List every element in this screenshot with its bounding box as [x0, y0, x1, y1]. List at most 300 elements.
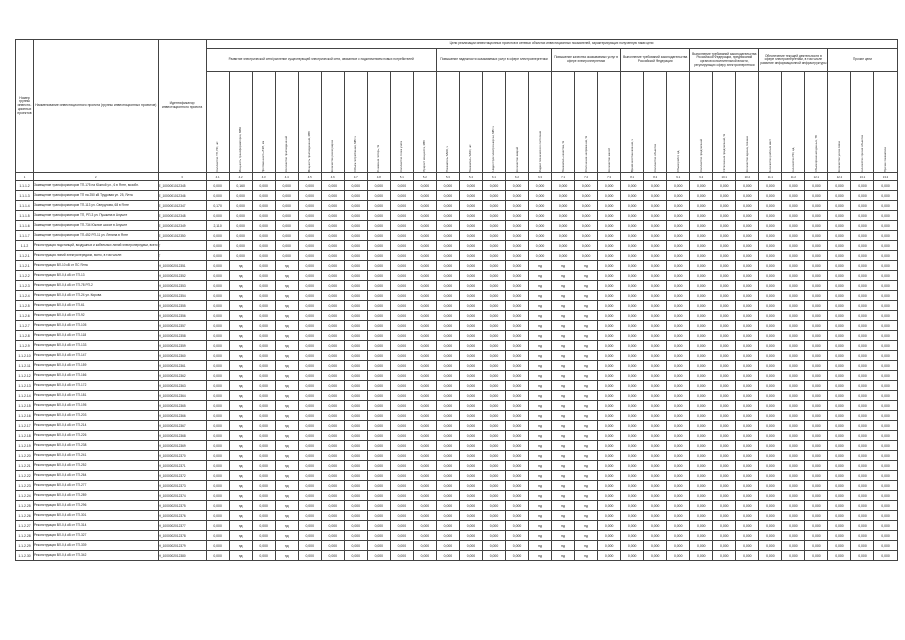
row-value: 0,000 — [298, 551, 321, 561]
row-value: нд — [552, 301, 575, 311]
row-value: 0,000 — [690, 261, 713, 271]
row-value: 0,000 — [413, 411, 436, 421]
row-value: нд — [229, 331, 252, 341]
row-value: 0,000 — [367, 391, 390, 401]
row-value: 0,000 — [828, 541, 851, 551]
row-value: нд — [529, 281, 552, 291]
row-value: 0,000 — [459, 351, 482, 361]
row-value: нд — [275, 371, 298, 381]
row-value: 0,000 — [344, 531, 367, 541]
row-value: 0,000 — [367, 221, 390, 231]
row-value: 0,000 — [805, 411, 828, 421]
row-code: Г — [158, 251, 206, 261]
row-value: 0,000 — [805, 531, 828, 541]
row-number: 1.1.2.16 — [16, 411, 34, 421]
row-value: 0,000 — [874, 291, 897, 301]
row-value: 0,000 — [206, 291, 229, 301]
row-value: 0,000 — [367, 471, 390, 481]
row-value: нд — [529, 271, 552, 281]
row-value: 0,000 — [275, 221, 298, 231]
row-number: 1.1.1.2 — [16, 181, 34, 191]
row-code: Н_1000002012361 — [158, 361, 206, 371]
row-name: Реконструкция ВЛ-0,4 кВ от ТП-264 — [34, 471, 159, 481]
row-value: нд — [529, 441, 552, 451]
row-value: нд — [575, 521, 598, 531]
row-value: нд — [552, 401, 575, 411]
row-value: 0,000 — [298, 511, 321, 521]
row-value: 0,000 — [505, 541, 528, 551]
row-value: 0,000 — [321, 541, 344, 551]
row-value: 0,000 — [436, 381, 459, 391]
table-row — [16, 191, 898, 201]
header-vertical-label — [413, 72, 436, 173]
row-value: нд — [575, 361, 598, 371]
column-number: 6.2 — [505, 173, 528, 181]
row-value: 0,000 — [505, 501, 528, 511]
row-value: 0,000 — [505, 221, 528, 231]
row-value: 0,000 — [482, 371, 505, 381]
row-value: 0,000 — [759, 321, 782, 331]
row-value: 0,000 — [759, 191, 782, 201]
row-value: 0,000 — [482, 491, 505, 501]
header-vertical-text: Индекс технического состояния — [537, 130, 542, 172]
row-value: 0,000 — [759, 401, 782, 411]
row-value: 0,000 — [505, 441, 528, 451]
row-value: 0,000 — [690, 371, 713, 381]
row-value: 0,000 — [713, 251, 736, 261]
row-value: 0,000 — [598, 211, 621, 221]
row-code: Н_1000002012372 — [158, 471, 206, 481]
column-number: 8.2 — [644, 173, 667, 181]
row-value: 0,000 — [782, 391, 805, 401]
row-number: 1.1.1.7 — [16, 231, 34, 241]
row-value: 0,000 — [759, 361, 782, 371]
row-value: нд — [529, 351, 552, 361]
table-row — [16, 491, 898, 501]
row-value: 0,000 — [344, 341, 367, 351]
row-value: 0,000 — [252, 301, 275, 311]
column-number: 5.1 — [390, 173, 413, 181]
row-value: 0,000 — [667, 231, 690, 241]
row-value: нд — [552, 271, 575, 281]
row-value: 0,000 — [367, 211, 390, 221]
row-value: 0,000 — [644, 501, 667, 511]
row-value: 0,000 — [805, 271, 828, 281]
row-value: 0,000 — [206, 431, 229, 441]
row-value: нд — [575, 441, 598, 451]
row-number: 1.1.2.11 — [16, 361, 34, 371]
row-value: 0,000 — [390, 211, 413, 221]
row-value: 0,000 — [759, 331, 782, 341]
row-value: 0,000 — [736, 271, 759, 281]
row-value: 0,000 — [344, 441, 367, 451]
row-value: 0,000 — [367, 181, 390, 191]
row-value: 0,000 — [321, 201, 344, 211]
table-row — [16, 321, 898, 331]
row-value: 0,000 — [736, 501, 759, 511]
row-name: Реконструкция ВЛ-0,4 кВ от ТП-92 — [34, 311, 159, 321]
row-value: 0,000 — [344, 321, 367, 331]
header-top-banner: Цели реализации инвестиционных проектов в сетевых объектах инвестиционных показателей, характеризующих полученную нами цели — [206, 40, 897, 49]
header-group-5: Обеспечение текущей деятельности в сфере электроэнергетики, в том числе развитие информационной инфраструктуры — [759, 49, 828, 72]
row-value: 0,000 — [805, 241, 828, 251]
header-vertical-text: Количество рабочих мест — [767, 138, 772, 172]
row-value: 0,000 — [321, 401, 344, 411]
row-value: 0,000 — [252, 281, 275, 291]
row-value: нд — [229, 531, 252, 541]
row-value: 0,000 — [575, 181, 598, 191]
row-value: 0,000 — [874, 491, 897, 501]
row-value: 0,000 — [736, 481, 759, 491]
row-value: 0,000 — [851, 251, 874, 261]
row-number: 1.1.2.25 — [16, 501, 34, 511]
row-value: 0,000 — [367, 511, 390, 521]
row-value: 0,000 — [805, 291, 828, 301]
row-value: 0,000 — [505, 551, 528, 561]
row-code: Н_1000002012370 — [158, 451, 206, 461]
row-value: 0,000 — [828, 421, 851, 431]
row-value: 0,000 — [621, 241, 644, 251]
row-value: 0,000 — [805, 451, 828, 461]
row-value: 0,000 — [505, 351, 528, 361]
row-value: 0,000 — [713, 391, 736, 401]
header-vertical-text: Показатель SAIDI, ч — [445, 145, 450, 172]
row-value: 0,000 — [598, 551, 621, 561]
row-value: 0,000 — [598, 451, 621, 461]
row-value: 0,000 — [482, 431, 505, 441]
row-value: 0,000 — [252, 451, 275, 461]
row-value: 0,000 — [644, 281, 667, 291]
row-value: 0,000 — [459, 471, 482, 481]
row-value: 0,000 — [713, 431, 736, 441]
row-value: 0,000 — [436, 401, 459, 411]
table-row — [16, 511, 898, 521]
table-row — [16, 261, 898, 271]
row-code: Г — [158, 241, 206, 251]
row-value: 0,000 — [598, 461, 621, 471]
row-value: 0,000 — [390, 331, 413, 341]
row-code: Н_1000002012365 — [158, 401, 206, 411]
row-value: 0,000 — [851, 441, 874, 451]
row-value: 0,000 — [621, 381, 644, 391]
row-value: нд — [275, 301, 298, 311]
row-value: нд — [552, 311, 575, 321]
row-value: 0,000 — [713, 341, 736, 351]
row-value: 0,000 — [851, 181, 874, 191]
header-vertical-label — [690, 72, 713, 173]
row-value: нд — [529, 431, 552, 441]
row-value: 0,000 — [436, 181, 459, 191]
row-value: 0,000 — [690, 511, 713, 521]
row-value: нд — [552, 441, 575, 451]
column-number: 4.6 — [321, 173, 344, 181]
row-value: 0,000 — [252, 341, 275, 351]
row-value: 0,000 — [321, 491, 344, 501]
row-value: 0,000 — [390, 531, 413, 541]
row-value: 0,000 — [206, 551, 229, 561]
row-value: нд — [575, 291, 598, 301]
row-number: 1.1.2.1 — [16, 251, 34, 261]
row-value: 0,000 — [851, 271, 874, 281]
row-value: 0,000 — [690, 361, 713, 371]
row-value: 0,000 — [598, 301, 621, 311]
row-value: 0,000 — [598, 201, 621, 211]
row-value: 0,000 — [344, 311, 367, 321]
row-value: нд — [575, 311, 598, 321]
table-row — [16, 351, 898, 361]
row-value: нд — [575, 301, 598, 311]
row-value: 0,000 — [759, 501, 782, 511]
row-value: 0,000 — [413, 391, 436, 401]
row-value: 0,000 — [252, 311, 275, 321]
row-value: 0,000 — [390, 361, 413, 371]
row-value: 0,000 — [598, 431, 621, 441]
row-number: 1.1.2.17 — [16, 421, 34, 431]
row-value: 0,000 — [390, 491, 413, 501]
header-vertical-label — [805, 72, 828, 173]
row-value: 0,000 — [690, 481, 713, 491]
table-row — [16, 331, 898, 341]
row-value: 0,000 — [275, 251, 298, 261]
row-value: 0,000 — [298, 361, 321, 371]
row-value: 0,000 — [505, 411, 528, 421]
column-number: 4.5 — [298, 173, 321, 181]
row-value: 0,000 — [367, 461, 390, 471]
row-value: нд — [229, 431, 252, 441]
row-value: 0,000 — [598, 181, 621, 191]
row-value: нд — [229, 401, 252, 411]
header-vertical-text: Количество точек учета — [399, 141, 404, 172]
row-value: 0,000 — [644, 351, 667, 361]
row-value: 0,000 — [851, 291, 874, 301]
row-value: 0,000 — [644, 241, 667, 251]
row-value: 0,000 — [344, 291, 367, 301]
row-name: Реконструкция ВЛ-0,4 кВ от ТП-238 — [34, 441, 159, 451]
row-value: 0,000 — [736, 361, 759, 371]
row-value: 0,000 — [851, 281, 874, 291]
row-value: 0,000 — [644, 231, 667, 241]
row-code: Н_1000002012368 — [158, 431, 206, 441]
row-value: 0,000 — [713, 491, 736, 501]
header-group-2: Повышение качества оказываемых услуг в сфере электроэнергетики — [552, 49, 621, 72]
row-name: Реконструкция ВЛ-0,4 кВ от ТП-166 — [34, 371, 159, 381]
row-value: 0,000 — [851, 531, 874, 541]
row-value: 0,000 — [713, 331, 736, 341]
row-value: 0,000 — [482, 381, 505, 391]
row-value: 0,000 — [529, 221, 552, 231]
row-value: нд — [575, 371, 598, 381]
row-value: 0,000 — [367, 281, 390, 291]
row-value: 0,000 — [782, 471, 805, 481]
row-value: 0,000 — [482, 391, 505, 401]
header-vertical-label — [828, 72, 851, 173]
row-value: 0,000 — [667, 281, 690, 291]
row-value: 0,000 — [367, 201, 390, 211]
row-value: 0,000 — [482, 411, 505, 421]
row-number: 1.1.2.8 — [16, 331, 34, 341]
row-value: 0,000 — [298, 431, 321, 441]
row-value: 0,000 — [759, 231, 782, 241]
header-vertical-label — [713, 72, 736, 173]
row-value: 0,000 — [828, 551, 851, 561]
header-vertical-text: Снижение потерь, % — [376, 145, 381, 172]
row-value: нд — [552, 331, 575, 341]
row-value: 0,000 — [713, 231, 736, 241]
row-value: 0,000 — [759, 451, 782, 461]
row-value: нд — [529, 311, 552, 321]
row-value: 0,000 — [828, 201, 851, 211]
row-value: 0,000 — [621, 181, 644, 191]
row-value: 0,000 — [759, 381, 782, 391]
row-value: 0,000 — [805, 281, 828, 291]
row-value: 0,000 — [598, 191, 621, 201]
row-value: 0,000 — [459, 381, 482, 391]
row-value: 0,000 — [436, 361, 459, 371]
row-value: 0,000 — [436, 531, 459, 541]
row-value: 0,000 — [690, 191, 713, 201]
header-vertical-label — [575, 72, 598, 173]
row-value: 0,000 — [206, 271, 229, 281]
row-value: 0,000 — [782, 321, 805, 331]
row-value: 0,000 — [874, 391, 897, 401]
row-value: 0,000 — [782, 421, 805, 431]
row-value: 0,000 — [252, 361, 275, 371]
column-number: 4.2 — [229, 173, 252, 181]
row-value: 0,000 — [367, 451, 390, 461]
row-value: нд — [529, 461, 552, 471]
header-vertical-text: Количество единиц техники — [744, 135, 749, 172]
row-value: нд — [229, 411, 252, 421]
row-value: нд — [529, 551, 552, 561]
row-value: 0,000 — [759, 311, 782, 321]
row-value: 0,000 — [275, 181, 298, 191]
header-vertical-label — [529, 72, 552, 173]
row-value: 0,000 — [552, 251, 575, 261]
row-value: 0,000 — [828, 221, 851, 231]
row-value: 0,000 — [436, 311, 459, 321]
row-value: 0,000 — [621, 431, 644, 441]
row-value: 0,000 — [598, 341, 621, 351]
row-value: 0,000 — [851, 411, 874, 421]
row-code: Н_1000002012357 — [158, 321, 206, 331]
row-code: Н_1000002012356 — [158, 311, 206, 321]
row-value: 0,000 — [436, 201, 459, 211]
row-value: 0,000 — [459, 361, 482, 371]
row-code: Н_1000002012355 — [158, 301, 206, 311]
header-vertical-label — [782, 72, 805, 173]
row-value: 0,000 — [298, 291, 321, 301]
row-value: 0,000 — [482, 211, 505, 221]
header-vertical-text: Количество присоединений — [284, 136, 289, 172]
table-row — [16, 341, 898, 351]
row-value: нд — [275, 291, 298, 301]
row-value: 0,000 — [828, 441, 851, 451]
row-value: 0,000 — [252, 511, 275, 521]
row-number: 1.1.2.24 — [16, 491, 34, 501]
row-value: 0,000 — [344, 471, 367, 481]
row-value: 0,000 — [390, 521, 413, 531]
row-value: 0,000 — [459, 271, 482, 281]
row-value: 0,000 — [436, 541, 459, 551]
row-value: 0,000 — [851, 371, 874, 381]
row-value: 0,000 — [206, 401, 229, 411]
row-code: Н_1000002012367 — [158, 421, 206, 431]
row-value: нд — [529, 301, 552, 311]
row-value: 0,000 — [874, 331, 897, 341]
row-value: 0,000 — [229, 251, 252, 261]
row-value: 0,000 — [667, 311, 690, 321]
row-value: 0,000 — [782, 441, 805, 451]
row-value: 0,000 — [206, 241, 229, 251]
row-value: 0,000 — [459, 281, 482, 291]
row-value: 0,000 — [436, 191, 459, 201]
row-value: 0,000 — [390, 391, 413, 401]
row-value: 0,000 — [690, 551, 713, 561]
row-value: 0,000 — [482, 531, 505, 541]
row-value: 0,000 — [436, 481, 459, 491]
row-value: 0,000 — [851, 301, 874, 311]
row-value: 0,000 — [598, 541, 621, 551]
row-value: 0,000 — [575, 251, 598, 261]
row-value: 0,000 — [436, 341, 459, 351]
row-value: 0,000 — [505, 461, 528, 471]
row-value: 0,000 — [298, 411, 321, 421]
row-value: 0,000 — [344, 521, 367, 531]
row-value: нд — [275, 321, 298, 331]
row-number: 1.1.1.5 — [16, 211, 34, 221]
row-value: 0,000 — [413, 201, 436, 211]
column-number: 4.4 — [275, 173, 298, 181]
row-value: 0,000 — [436, 451, 459, 461]
row-value: 0,000 — [252, 241, 275, 251]
row-value: 0,000 — [828, 341, 851, 351]
row-value: 0,000 — [736, 221, 759, 231]
row-value: 0,000 — [667, 271, 690, 281]
row-value: нд — [529, 411, 552, 421]
row-value: нд — [575, 471, 598, 481]
row-value: 0,000 — [298, 501, 321, 511]
row-value: 0,000 — [690, 241, 713, 251]
row-value: 0,000 — [598, 311, 621, 321]
row-value: 0,000 — [621, 511, 644, 521]
row-value: 0,000 — [828, 431, 851, 441]
row-value: 0,000 — [851, 331, 874, 341]
row-value: 0,000 — [644, 441, 667, 451]
row-value: нд — [575, 281, 598, 291]
row-value: 0,000 — [505, 251, 528, 261]
row-value: 0,000 — [436, 281, 459, 291]
row-value: 0,000 — [644, 551, 667, 561]
row-value: 0,000 — [459, 511, 482, 521]
row-value: 0,000 — [874, 541, 897, 551]
row-value: нд — [552, 551, 575, 561]
row-value: 0,000 — [413, 451, 436, 461]
row-value: 0,000 — [736, 431, 759, 441]
header-vertical-text: Количество реклоузеров — [330, 139, 335, 172]
table-row — [16, 521, 898, 531]
row-value: нд — [529, 261, 552, 271]
row-value: нд — [575, 321, 598, 331]
row-value: нд — [575, 401, 598, 411]
row-value: 0,000 — [206, 371, 229, 381]
row-code: Н_1000002012364 — [158, 391, 206, 401]
row-value: 0,000 — [713, 471, 736, 481]
row-value: 0,000 — [206, 331, 229, 341]
row-value: 0,000 — [805, 351, 828, 361]
row-name: Реконструкция ВЛ-10 кВ от ПС Ялта — [34, 261, 159, 271]
row-name: Замещение трансформаторов ТП на 250 кВ Трудовая ул. 25, Ялта — [34, 191, 159, 201]
row-value: 0,000 — [805, 441, 828, 451]
